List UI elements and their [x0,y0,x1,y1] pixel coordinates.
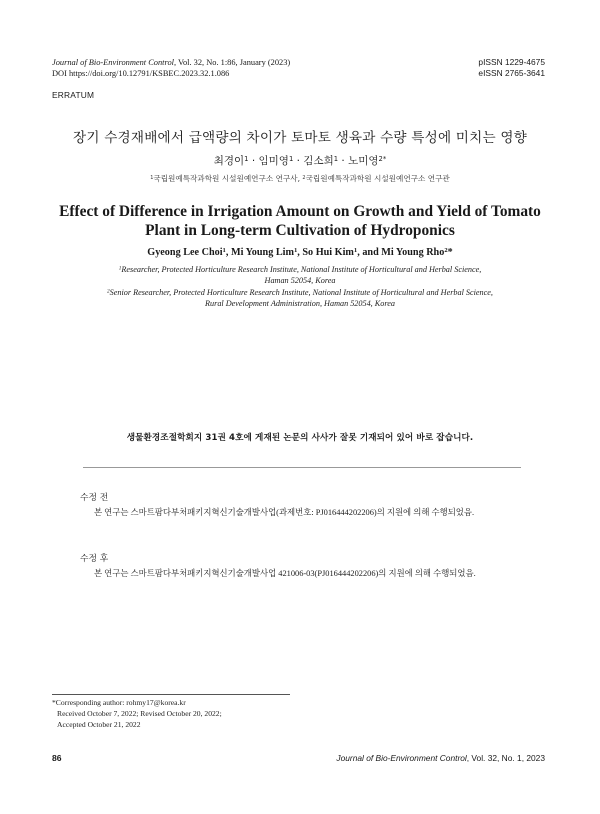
after-text: 본 연구는 스마트팜다부처패키지혁신기술개발사업 421006-03(PJ016444202206)의 지원에 의해 수행되었음. [94,569,476,578]
english-affiliation-1: $^1$Researcher, Protected Horticulture Research Institute, National Institute of Horticultural and Herbal Science, Haman 52054, Korea [118,265,482,285]
erratum-notice: 생물환경조절학회지 31권 4호에 게재된 논문의 사사가 잘못 기재되어 있어 바로 잡습니다. [126,433,474,443]
eissn: eISSN 2765-3641 [478,68,545,78]
pissn: pISSN 1229-4675 [478,57,545,67]
author-kr: 임미영$^1$ · [258,154,304,167]
korean-affiliations: $^1$국립원예특작과학원 시설원예연구소 연구사, $^2$국립원예특작과학원 시설원예연구소 연구관 [150,174,450,183]
footer-journal-info: , Vol. 32, No. 1, 2023 [466,753,545,763]
journal-volume-info: , Vol. 32, No. 1:86, January (2023) [173,58,291,67]
author-en: So Hui Kim$^1$, and [302,247,382,258]
footer-journal-name: Journal of Bio-Environment Control [336,753,467,763]
page-number: 86 [52,753,62,763]
english-title-line-1: Effect of Difference in Irrigation Amount on Growth and Yield of Tomato [59,203,541,220]
korean-title: 장기 수경재배에서 급액량의 차이가 토마토 생육과 수량 특성에 미치는 영향 [73,130,527,146]
corresponding-author: *Corresponding author: rohmy17@korea.kr [52,698,186,707]
english-affiliation-2: $^2$Senior Researcher, Protected Horticulture Research Institute, National Institute of Horticultural and Herbal Science, Rural Development Administration, Haman 52054, Korea [107,288,493,308]
author-en: Gyeong Lee Choi$^1$, [147,247,231,258]
english-title-line-2: Plant in Long-term Cultivation of Hydroponics [145,222,455,239]
author-en: Mi Young Lim$^1$, [230,247,303,258]
journal-name: Journal of Bio-Environment Control [52,58,174,67]
footer-journal [336,753,545,763]
author-kr: 노미영$^{2*}$ [348,154,387,167]
english-authors [0,247,600,258]
journal-citation [52,57,290,68]
divider [83,467,521,468]
author-en: Mi Young Rho$^2$* [381,247,453,258]
footnote-divider [52,694,290,695]
accepted-date: Accepted October 21, 2022 [57,720,141,729]
before-text: 본 연구는 스마트팜다부처패키지혁신기술개발사업(과제번호: PJ016444202206)의 지원에 의해 수행되었음. [94,508,475,517]
after-heading: 수정 후 [80,554,109,564]
english-title [0,202,600,240]
author-kr: 최경이$^1$ · [213,154,259,167]
doi-line[interactable]: DOI https://doi.org/10.12791/KSBEC.2023.32.1.086 [52,69,230,78]
korean-authors [0,153,600,168]
article-type: ERRATUM [52,90,95,100]
received-dates: Received October 7, 2022; Revised October 20, 2022; [57,709,222,718]
before-heading: 수정 전 [80,493,109,503]
author-kr: 김소희$^1$ · [303,154,349,167]
